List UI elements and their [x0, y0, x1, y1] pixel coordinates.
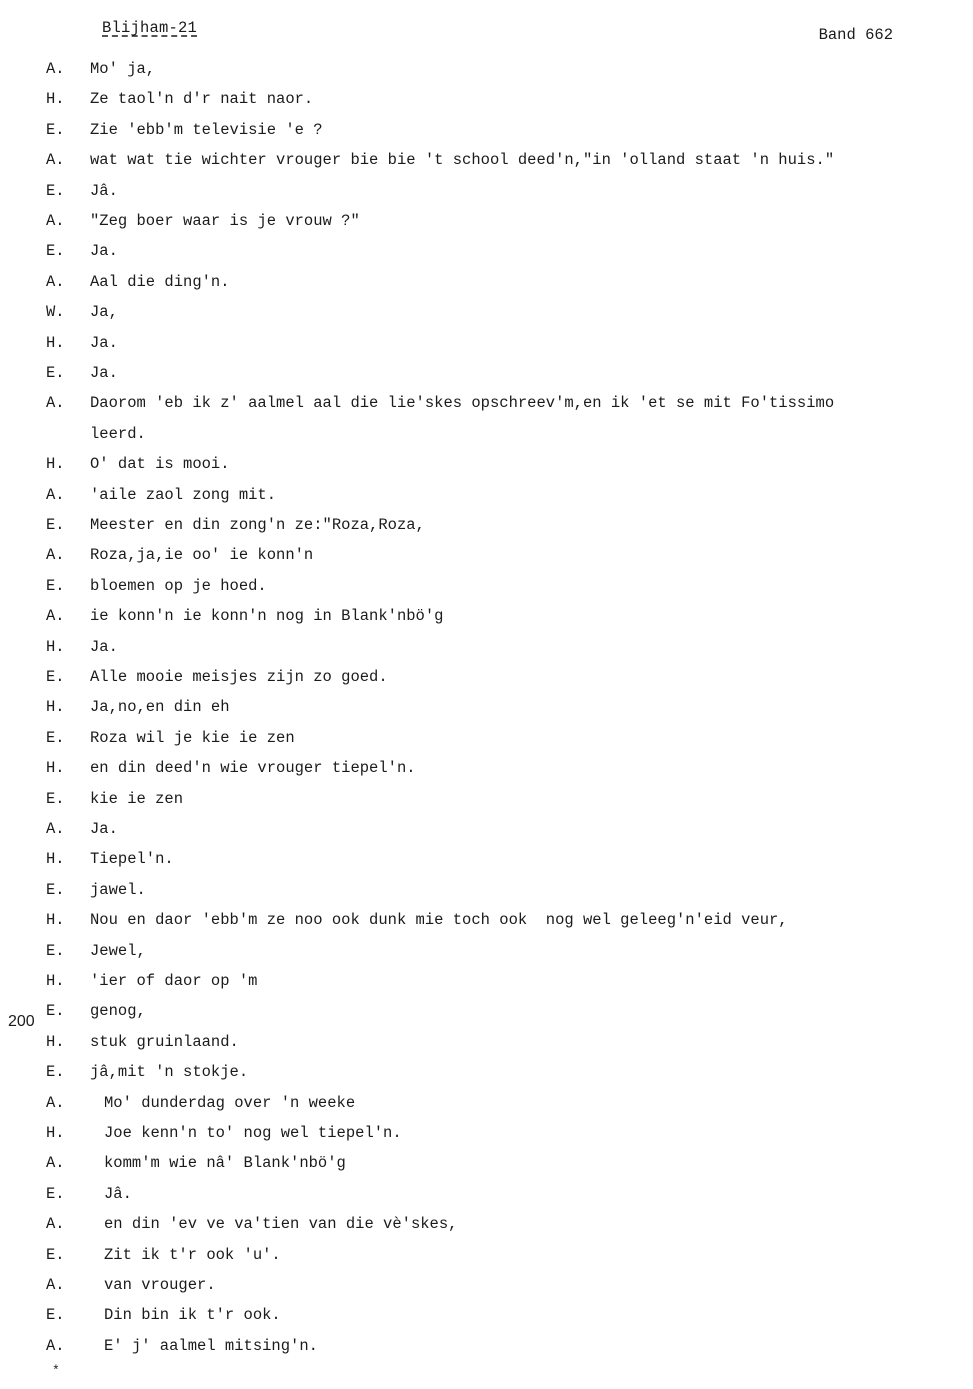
utterance-text: Zie 'ebb'm televisie 'e ?: [90, 120, 323, 139]
speaker-label: A.: [46, 1336, 65, 1355]
speaker-label: E.: [46, 576, 65, 595]
transcript-line: [0, 334, 973, 356]
utterance-text: komm'm wie nâ' Blank'nbö'g: [104, 1154, 346, 1173]
page-title: Blijham-21: [102, 19, 198, 37]
utterance-text: Zit ik t'r ook 'u'.: [104, 1245, 281, 1264]
speaker-label: H.: [46, 850, 65, 869]
transcript-line: [0, 303, 973, 325]
speaker-label: H.: [46, 698, 65, 717]
utterance-text: O' dat is mooi.: [90, 455, 230, 474]
transcript-line: [0, 546, 973, 568]
speaker-label: A.: [46, 607, 65, 626]
transcript-line: [0, 790, 973, 812]
utterance-text: van vrouger.: [104, 1276, 216, 1294]
transcript-line: [0, 212, 973, 234]
transcript-line: [0, 1276, 973, 1298]
transcript-line: [0, 394, 973, 416]
transcript-line: [0, 577, 973, 599]
utterance-text: en din deed'n wie vrouger tiepel'n.: [90, 759, 416, 778]
speaker-label: E.: [46, 1002, 65, 1021]
transcript-line: [0, 455, 973, 477]
speaker-label: A.: [46, 546, 65, 565]
utterance-text: kie ie zen: [90, 789, 184, 808]
transcript-line: [0, 1002, 973, 1024]
transcript-line: [0, 1246, 973, 1268]
speaker-label: H.: [46, 759, 65, 778]
speaker-label: H.: [46, 455, 65, 474]
speaker-label: H.: [46, 1032, 65, 1051]
speaker-label: A.: [46, 1215, 65, 1234]
transcript-line: [0, 1215, 973, 1237]
transcript-line: [0, 820, 973, 842]
utterance-text: en din 'ev ve va'tien van die vè'skes,: [104, 1215, 458, 1234]
speaker-label: E.: [46, 181, 65, 200]
transcript-line: [0, 1063, 973, 1085]
utterance-text: Ja.: [90, 637, 118, 656]
utterance-text: wat wat tie wichter vrouger bie bie 't school deed'n,"in 'olland staat 'n huis.": [90, 151, 835, 170]
speaker-label: A.: [46, 1093, 65, 1112]
speaker-label: E.: [46, 941, 65, 960]
transcript-line: [0, 911, 973, 933]
transcript-line: [0, 850, 973, 872]
speaker-label: E.: [46, 242, 65, 261]
utterance-text: Mo' dunderdag over 'n weeke: [104, 1093, 356, 1112]
speaker-label: E.: [46, 1306, 65, 1325]
utterance-text: Ja.: [90, 242, 118, 261]
margin-line-number: 200: [8, 1013, 35, 1030]
transcript-line: [0, 60, 973, 82]
utterance-text: Jewel,: [90, 941, 146, 960]
utterance-text: 'aile zaol zong mit.: [90, 485, 277, 504]
transcript-line: [0, 881, 973, 903]
transcript-line: [0, 638, 973, 660]
speaker-label: A.: [46, 485, 65, 504]
speaker-label: A.: [46, 1276, 65, 1294]
utterance-text: Ja,: [90, 303, 118, 322]
speaker-label: H.: [46, 90, 65, 109]
utterance-text: stuk gruinlaand.: [90, 1032, 239, 1051]
transcript-line: [0, 182, 973, 204]
speaker-label: E.: [46, 1245, 65, 1264]
transcript-line: [0, 1337, 973, 1359]
utterance-text: jawel.: [90, 880, 146, 899]
utterance-text: Daorom 'eb ik z' aalmel aal die lie'skes opschreev'm,en ik 'et se mit Fo'tissimo: [90, 394, 835, 413]
speaker-label: E.: [46, 728, 65, 747]
transcript-line: [0, 516, 973, 538]
utterance-text: Meester en din zong'n ze:"Roza,Roza,: [90, 516, 425, 534]
transcript-line: [0, 1094, 973, 1116]
utterance-text: bloemen op je hoed.: [90, 576, 267, 595]
transcript-line: [0, 972, 973, 994]
speaker-label: H.: [46, 911, 65, 930]
utterance-text: Mo' ja,: [90, 60, 156, 78]
speaker-label: E.: [46, 1184, 65, 1203]
transcript-line: [0, 486, 973, 508]
transcript-line: [0, 121, 973, 143]
speaker-label: E.: [46, 789, 65, 808]
speaker-label: E.: [46, 880, 65, 899]
utterance-text: Roza,ja,ie oo' ie konn'n: [90, 546, 314, 565]
utterance-text: Jâ.: [90, 181, 118, 200]
utterance-text: jâ,mit 'n stokje.: [90, 1063, 249, 1082]
trailing-mark: *: [52, 1363, 60, 1378]
utterance-continuation: leerd.: [90, 424, 146, 443]
utterance-text: Ja.: [90, 364, 118, 382]
utterance-text: Ja.: [90, 333, 118, 352]
speaker-label: E.: [46, 120, 65, 139]
utterance-text: Joe kenn'n to' nog wel tiepel'n.: [104, 1124, 402, 1142]
transcript-line-continuation: [0, 425, 973, 447]
utterance-text: 'ier of daor op 'm: [90, 972, 258, 990]
utterance-text: Din bin ik t'r ook.: [104, 1306, 281, 1325]
speaker-label: A.: [46, 1154, 65, 1173]
speaker-label: E.: [46, 1063, 65, 1082]
utterance-text: Aal die ding'n.: [90, 272, 230, 291]
utterance-text: ie konn'n ie konn'n nog in Blank'nbö'g: [90, 607, 444, 626]
transcript-line: [0, 1154, 973, 1176]
speaker-label: A.: [46, 820, 65, 838]
transcript-line: [0, 668, 973, 690]
utterance-text: "Zeg boer waar is je vrouw ?": [90, 212, 360, 230]
speaker-label: E.: [46, 668, 65, 686]
utterance-text: Ze taol'n d'r nait naor.: [90, 90, 314, 109]
speaker-label: H.: [46, 972, 65, 990]
utterance-text: Ja,no,en din eh: [90, 698, 230, 717]
transcript-line: [0, 273, 973, 295]
speaker-label: H.: [46, 637, 65, 656]
transcript-line: [0, 90, 973, 112]
utterance-text: Roza wil je kie ie zen: [90, 728, 295, 747]
speaker-label: H.: [46, 1124, 65, 1142]
speaker-label: A.: [46, 394, 65, 413]
band-number: Band 662: [818, 26, 893, 44]
transcript-line: [0, 1185, 973, 1207]
speaker-label: A.: [46, 151, 65, 170]
transcript-line: [0, 1033, 973, 1055]
transcript-line: [0, 729, 973, 751]
speaker-label: H.: [46, 333, 65, 352]
utterance-text: Alle mooie meisjes zijn zo goed.: [90, 668, 388, 686]
transcript-line: [0, 1306, 973, 1328]
transcript-line: [0, 698, 973, 720]
transcript-line: [0, 242, 973, 264]
utterance-text: Ja.: [90, 820, 118, 838]
speaker-label: W.: [46, 303, 65, 322]
transcript-line: [0, 151, 973, 173]
transcript-line: [0, 364, 973, 386]
transcript-line: [0, 1124, 973, 1146]
speaker-label: A.: [46, 272, 65, 291]
speaker-label: E.: [46, 364, 65, 382]
speaker-label: A.: [46, 212, 65, 230]
utterance-text: E' j' aalmel mitsing'n.: [104, 1336, 318, 1355]
utterance-text: Jâ.: [104, 1184, 132, 1203]
speaker-label: A.: [46, 60, 65, 78]
transcript-line: [0, 942, 973, 964]
transcript-line: [0, 759, 973, 781]
transcript-line: [0, 607, 973, 629]
utterance-text: genog,: [90, 1002, 146, 1021]
speaker-label: E.: [46, 516, 65, 534]
utterance-text: Nou en daor 'ebb'm ze noo ook dunk mie toch ook nog wel geleeg'n'eid veur,: [90, 911, 788, 930]
utterance-text: Tiepel'n.: [90, 850, 174, 869]
